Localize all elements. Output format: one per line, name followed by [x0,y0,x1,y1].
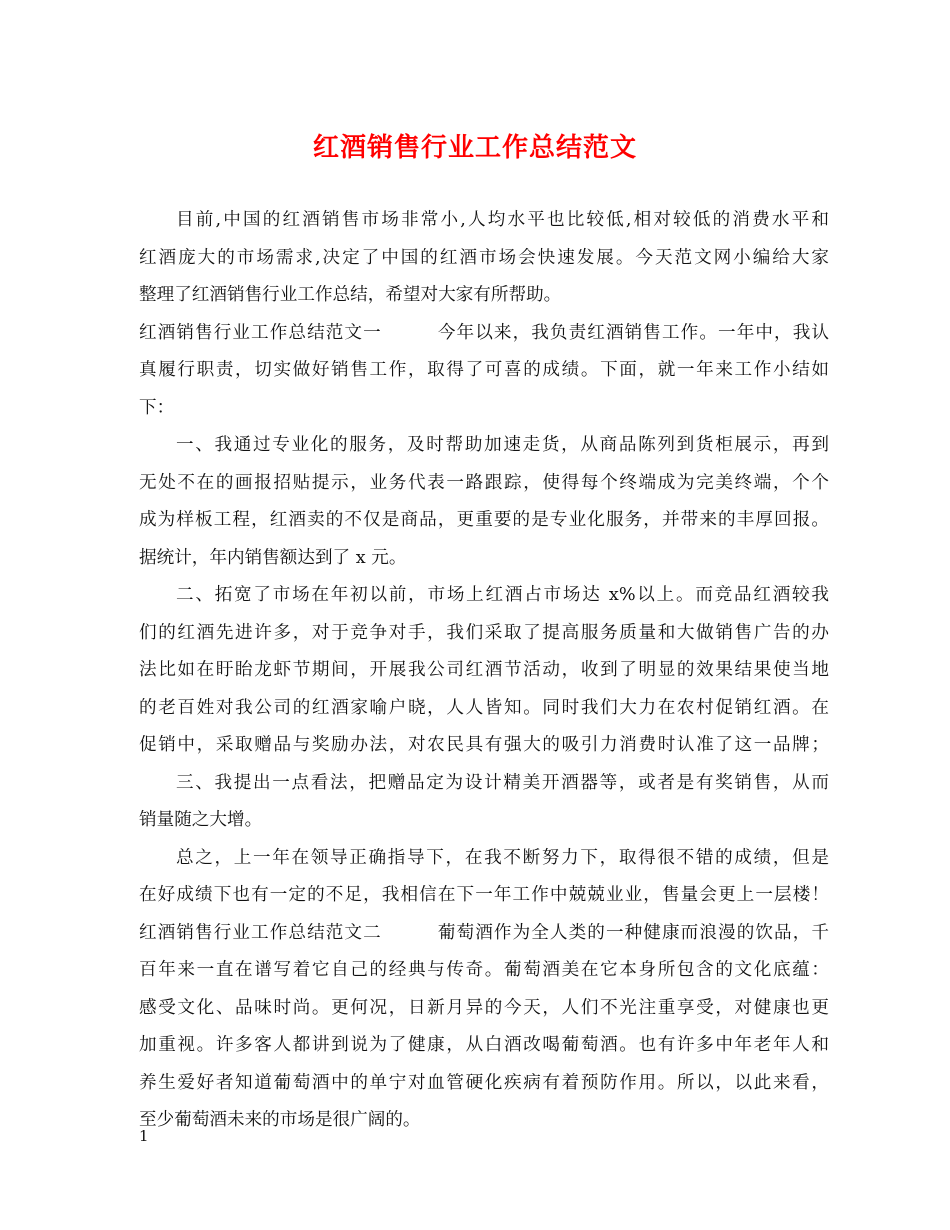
paragraph-line: 一、我通过专业化的服务，及时帮助加速走货，从商品陈列到货柜展示，再到 [176,435,829,455]
paragraph-line: 目前,中国的红酒销售市场非常小,人均水平也比较低,相对较低的消费水平和 [176,210,829,230]
paragraph-line: 百年来一直在谱写着它自己的经典与传奇。葡萄酒美在它本身所包含的文化底蕴： [139,960,829,980]
paragraph-line: 至少葡萄酒未来的市场是很广阔的。 [139,1110,421,1130]
paragraph-line: 红酒庞大的市场需求,决定了中国的红酒市场会快速发展。今天范文网小编给大家 [139,247,829,268]
paragraph-line: 据统计，年内销售额达到了 x 元。 [139,547,407,568]
paragraph-line: 整理了红酒销售行业工作总结，希望对大家有所帮助。 [139,285,562,305]
paragraph-line: 的老百姓对我公司的红酒家喻户晓，人人皆知。同时我们大力在农村促销红酒。在 [139,697,829,718]
paragraph-line: 三、我提出一点看法，把赠品定为设计精美开酒器等，或者是有奖销售，从而 [176,772,829,793]
section-heading: 红酒销售行业工作总结范文一 [139,322,382,343]
section-heading: 红酒销售行业工作总结范文二 [139,922,382,943]
document-body [139,202,829,1140]
paragraph-line: 加重视。许多客人都讲到说为了健康，从白酒改喝葡萄酒。也有许多中年老年人和 [139,1035,829,1055]
paragraph-line: 总之，上一年在领导正确指导下，在我不断努力下，取得很不错的成绩，但是 [176,847,829,868]
section-line [139,915,829,953]
section-line [139,315,829,353]
paragraph-line: 们的红酒先进许多，对于竞争对手，我们采取了提高服务质量和大做销售广告的办 [139,622,829,643]
paragraph-text: 今年以来，我负责红酒销售工作。一年中，我认 [436,322,829,343]
paragraph-line: 养生爱好者知道葡萄酒中的单宁对血管硬化疾病有着预防作用。所以，以此来看， [139,1072,829,1093]
paragraph-line: 二、拓宽了市场在年初以前，市场上红酒占市场达 x%以上。而竞品红酒较我 [176,585,829,605]
paragraph-line: 在好成绩下也有一定的不足，我相信在下一年工作中兢兢业业，售量会更上一层楼！ [139,885,829,905]
page-number: 1 [139,1127,149,1145]
paragraph-line: 感受文化、品味时尚。更何况，日新月异的今天，人们不光注重享受，对健康也更 [139,997,829,1018]
paragraph-line: 销量随之大增。 [139,810,263,830]
paragraph-text: 葡萄酒作为全人类的一种健康而浪漫的饮品，千 [436,922,829,943]
page-title: 红酒销售行业工作总结范文 [312,133,637,163]
paragraph-line: 下： [139,397,175,418]
paragraph-line: 真履行职责，切实做好销售工作，取得了可喜的成绩。下面，就一年来工作小结如 [139,360,829,380]
paragraph-line: 法比如在盱眙龙虾节期间，开展我公司红酒节活动，收到了明显的效果结果使当地 [139,660,829,680]
paragraph-line: 促销中，采取赠品与奖励办法，对农民具有强大的吸引力消费时认准了这一品牌； [139,735,829,755]
paragraph-line: 成为样板工程，红酒卖的不仅是商品，更重要的是专业化服务，并带来的丰厚回报。 [139,510,829,530]
paragraph-line: 无处不在的画报招贴提示，业务代表一路跟踪，使得每个终端成为完美终端，个个 [139,472,829,493]
